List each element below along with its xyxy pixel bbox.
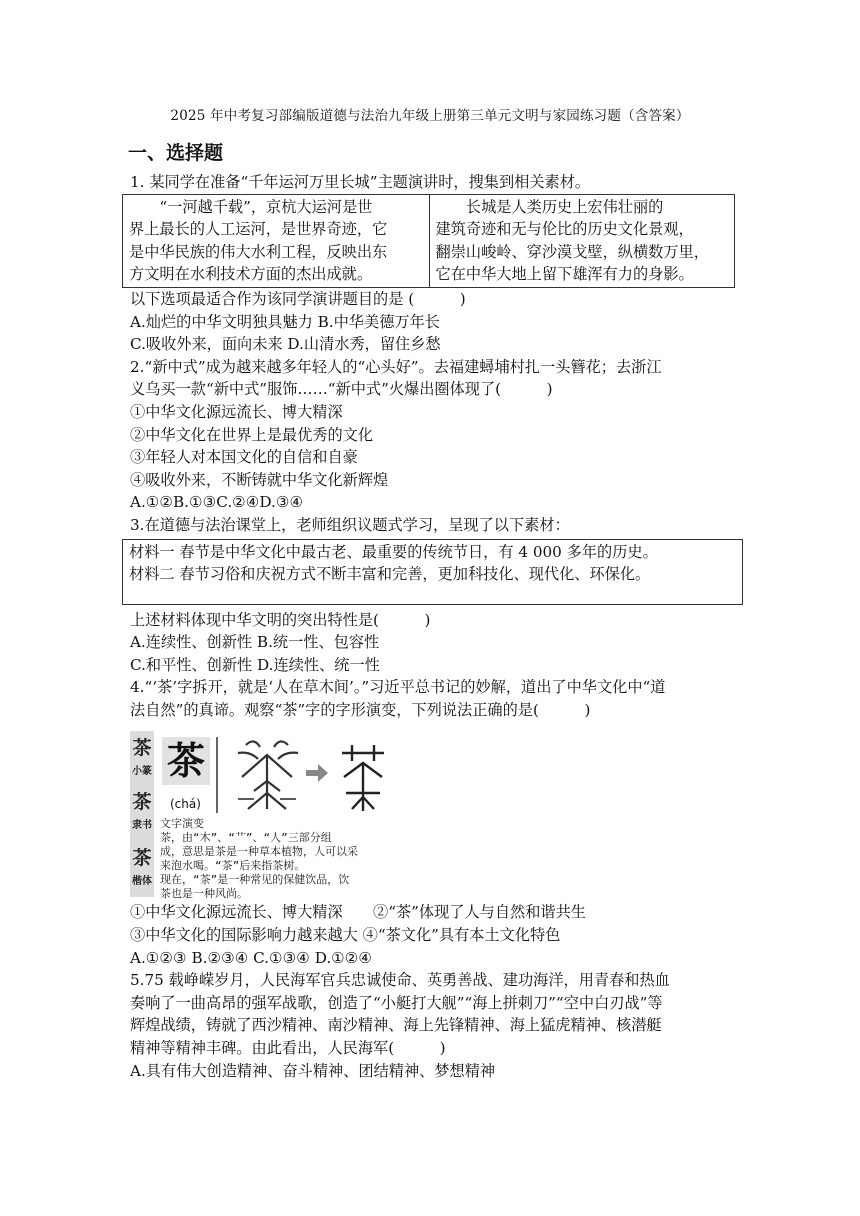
q2-stem-line: 义乌买一款“新中式”服饰……“新中式”火爆出圈体现了( ) [130,380,553,399]
q5-stem-line: 奏响了一曲高昂的强军战歌，创造了“小艇打大舰”“海上拼刺刀”“空中白刃战”等 [130,993,663,1012]
q5-stem-line: 5.75 载峥嵘岁月，人民海军官兵忠诚使命、英勇善战、建功海洋，用青春和热血 [130,971,670,990]
q1-box-left-line: 是中华民族的伟大水利工程，反映出东 [129,242,388,261]
q1-ask: 以下选项最适合作为该同学演讲题目的是 ( ) [130,289,466,308]
q4-options: A.①②③ B.②③④ C.①③④ D.①②④ [130,948,373,967]
q3-material-2: 材料二 春节习俗和庆祝方式不断丰富和完善，更加科技化、现代化、环保化。 [129,565,651,584]
q2-item: ④吸收外来，不断铸就中华文化新辉煌 [130,470,389,489]
tea-pinyin: (chá) [170,797,201,812]
q1-box-left-line: “一河越千载”，京杭大运河是世 [129,197,373,216]
q2-options: A.①②B.①③C.②④D.③④ [130,493,304,512]
pictograph-person-under-tree-icon [238,742,298,810]
figure-divider [216,737,218,813]
script-styles-strip [130,731,154,897]
q4-item-line: ①中华文化源远流长、博大精深 ②“茶”体现了人与自然和谐共生 [130,903,586,922]
q1-options-line: C.吸收外来，面向未来 D.山清水秀，留住乡愁 [130,335,441,354]
section-heading: 一、选择题 [128,142,224,164]
q1-material-box [122,194,735,288]
q3-ask: 上述材料体现中华文明的突出特性是( ) [130,610,431,629]
q2-item: ②中华文化在世界上是最优秀的文化 [130,425,373,444]
q5-option-a: A.具有伟大创造精神、奋斗精神、团结精神、梦想精神 [130,1061,496,1080]
tea-character-card: 茶 [162,737,210,785]
question-4 [130,676,742,969]
clerical-script-glyph: 茶 [132,791,152,814]
q2-item: ③年轻人对本国文化的自信和自豪 [130,448,358,467]
ancient-tea-glyph-icon [342,745,384,811]
desc-line: 茶，由“木”、“艹”、“人”三部分组 [160,831,332,845]
question-1 [130,171,742,356]
q1-options-line: A.灿烂的中华文明独具魅力 B.中华美德万年长 [130,312,440,331]
desc-line: 来泡水喝。“茶”后来指茶树。 [160,859,306,873]
q1-box-right-line: 长城是人类历史上宏伟壮丽的 [435,197,664,216]
q3-stem: 3.在道德与法治课堂上，老师组织议题式学习，呈现了以下素材： [130,515,570,534]
q1-material-wall [429,195,735,287]
seal-script-glyph: 茶 [132,737,152,760]
document-title: 2025 年中考复习部编版道德与法治九年级上册第三单元文明与家园练习题（含答案） [170,108,690,124]
q3-material-1: 材料一 春节是中华文化中最古老、最重要的传统节日，有 4 000 多年的历史。 [129,542,658,561]
q2-item: ①中华文化源远流长、博大精深 [130,402,343,421]
q5-stem-line: 精神等精神丰碑。由此看出，人民海军( ) [130,1039,446,1058]
q1-box-right-line: 翻崇山峻岭、穿沙漠戈壁，纵横数万里， [435,242,709,261]
desc-line: 成，意思是茶是一种草本植物，人可以采 [160,845,358,859]
q2-stem-line: 2.“新中式”成为越来越多年轻人的“心头好”。去福建蟳埔村扎一头簪花；去浙江 [130,357,662,376]
questions [130,171,742,1082]
question-2 [130,356,742,514]
q1-box-left-line: 界上最长的人工运河，是世界奇迹，它 [129,220,388,239]
q4-stem-line: 4.“‘茶’字拆开，就是‘人在草木间’。”习近平总书记的妙解，道出了中华文化中“道 [130,678,666,697]
seal-script-label: 小篆 [132,766,152,778]
q3-material-box [122,539,743,605]
q1-stem: 1. 某同学在准备“千年运河万里长城”主题演讲时，搜集到相关素材。 [130,173,591,191]
q1-box-right-line: 建筑奇迹和无与伦比的历史文化景观， [435,220,694,239]
q1-box-left-line: 方文明在水利技术方面的杰出成就。 [129,265,372,284]
clerical-script-label: 隶书 [132,820,152,832]
regular-script-glyph: 茶 [132,847,152,870]
question-3 [130,514,742,676]
q3-options-line: A.连续性、创新性 B.统一性、包容性 [130,633,380,652]
q1-material-canal [123,195,429,287]
q4-stem-line: 法自然”的真谛。观察“茶”字的字形演变，下列说法正确的是( ) [130,700,591,719]
tea-character-figure [130,731,432,901]
q5-stem-line: 辉煌战绩，铸就了西沙精神、南沙精神、海上先锋精神、海上猛虎精神、核潜艇 [130,1016,662,1035]
tea-evolution-description [160,817,432,901]
q4-item-line: ③中华文化的国际影响力越来越大 ④“茶文化”具有本土文化特色 [130,926,561,945]
pictograph-evolution-illustration [224,733,424,815]
desc-line: 茶也是一种风尚。 [160,887,248,901]
desc-line: 现在，“茶”是一种常见的保健饮品，饮 [160,873,350,887]
arrow-right-icon [306,764,328,782]
question-5 [130,969,742,1082]
q1-box-right-line: 它在中华大地上留下雄浑有力的身影。 [435,265,694,284]
regular-script-label: 楷体 [132,876,152,888]
q3-options-line: C.和平性、创新性 D.连续性、统一性 [130,655,380,674]
desc-line: 文字演变 [160,817,204,831]
